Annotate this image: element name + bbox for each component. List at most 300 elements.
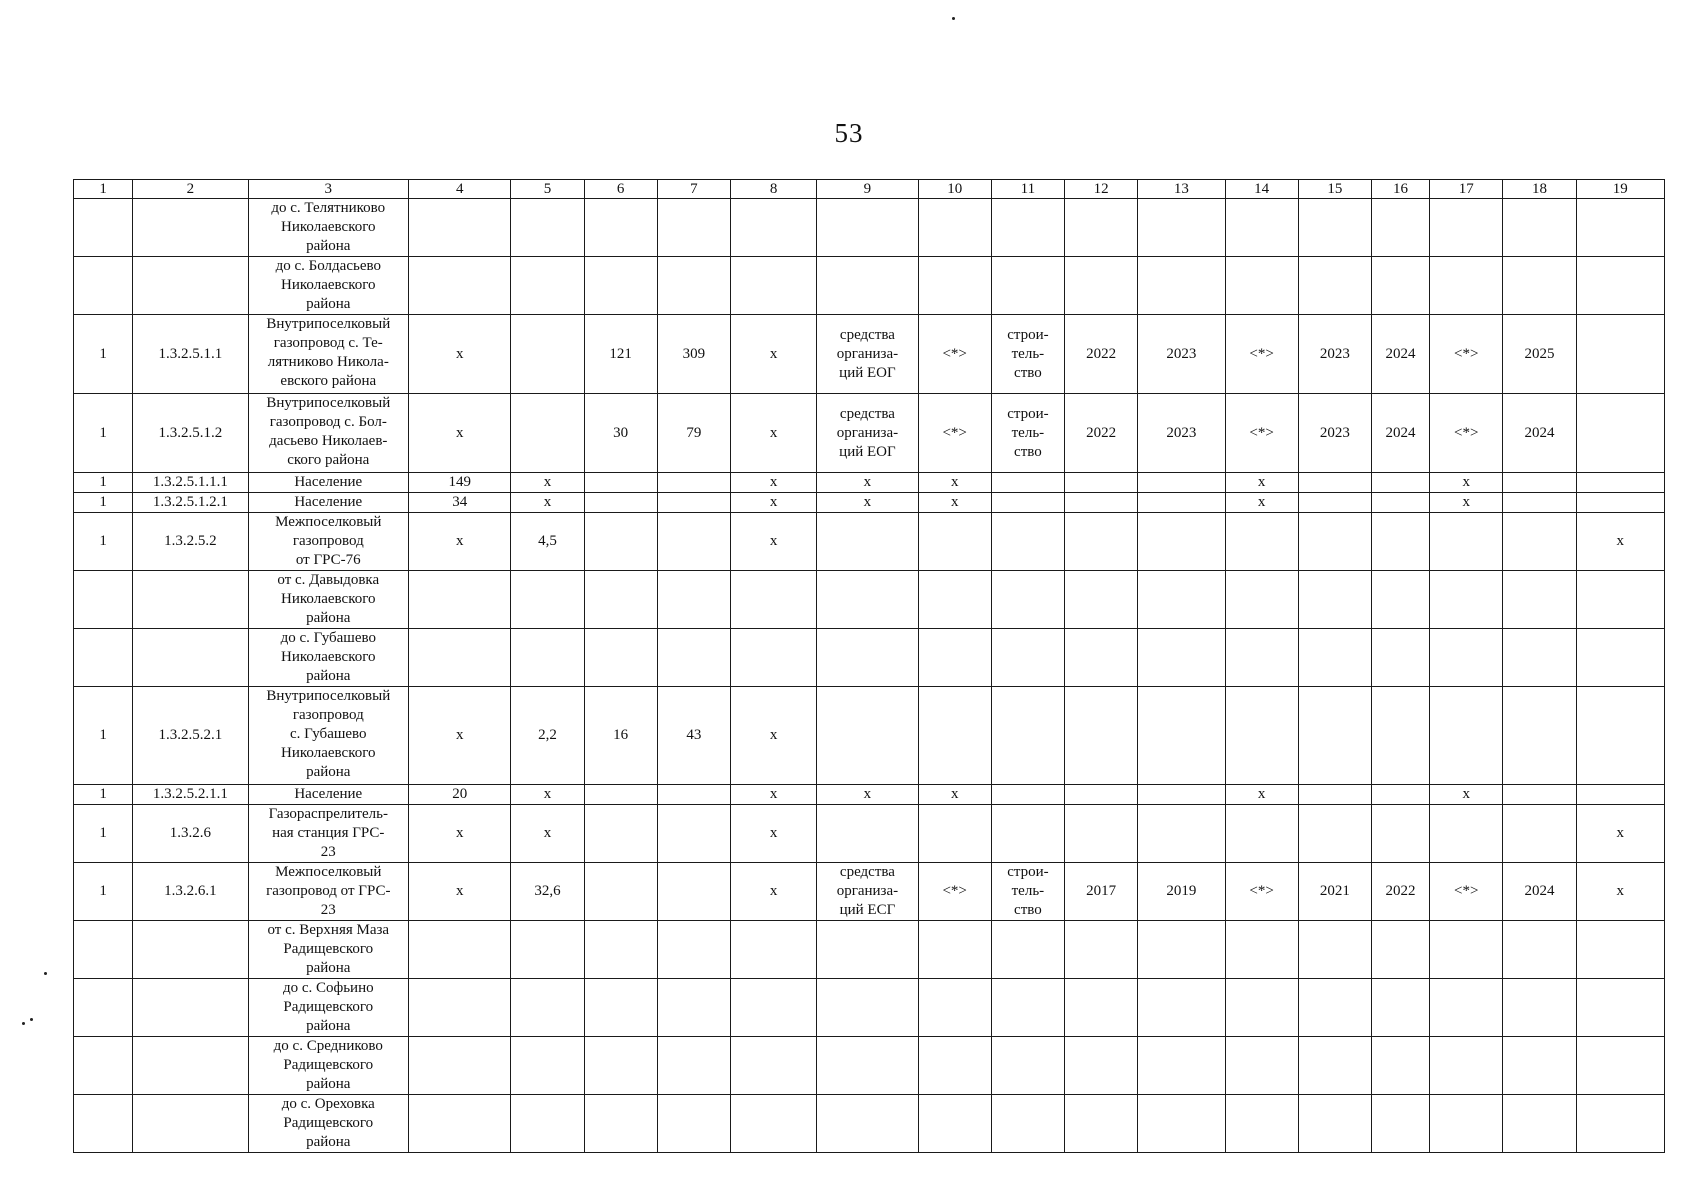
table-cell: [584, 473, 657, 493]
table-cell: от с. Давыдовка Николаевского района: [248, 571, 409, 629]
table-cell: 32,6: [511, 863, 584, 921]
page-number: 53: [834, 118, 864, 148]
table-cell: 2021: [1298, 863, 1371, 921]
table-cell: 2024: [1503, 394, 1576, 473]
table-cell: 1.3.2.5.1.2.1: [133, 493, 248, 513]
table-cell: 1.3.2.5.1.1: [133, 315, 248, 394]
table-cell: [1371, 785, 1429, 805]
table-cell: [1065, 785, 1138, 805]
table-cell: [918, 805, 991, 863]
table-cell: 34: [409, 493, 511, 513]
table-cell: [1225, 199, 1298, 257]
table-row: [74, 785, 1665, 805]
column-header-15: 15: [1298, 180, 1371, 199]
table-cell: [1138, 1095, 1225, 1153]
table-cell: от с. Верхняя Маза Радищевского района: [248, 921, 409, 979]
table-cell: 2022: [1065, 315, 1138, 394]
table-cell: [1503, 1095, 1576, 1153]
column-header-19: 19: [1576, 180, 1664, 199]
table-cell: [409, 1095, 511, 1153]
table-row: [74, 979, 1665, 1037]
table-cell: х: [918, 473, 991, 493]
table-cell: х: [1430, 473, 1503, 493]
table-cell: х: [817, 493, 918, 513]
table-cell: 2022: [1065, 394, 1138, 473]
table-cell: [817, 257, 918, 315]
table-cell: 1: [74, 785, 133, 805]
table-cell: [918, 513, 991, 571]
table-cell: 1: [74, 863, 133, 921]
column-header-9: 9: [817, 180, 918, 199]
table-row: [74, 687, 1665, 785]
table-cell: [1298, 571, 1371, 629]
table-cell: [1065, 473, 1138, 493]
table-cell: <*>: [918, 315, 991, 394]
column-header-16: 16: [1371, 180, 1429, 199]
table-cell: х: [918, 785, 991, 805]
table-cell: [991, 571, 1064, 629]
table-cell: [584, 1095, 657, 1153]
table-cell: Население: [248, 785, 409, 805]
table-cell: [918, 257, 991, 315]
table-cell: [817, 513, 918, 571]
table-cell: до с. Телятниково Николаевского района: [248, 199, 409, 257]
table-cell: [133, 1037, 248, 1095]
table-cell: [918, 979, 991, 1037]
table-cell: [1430, 257, 1503, 315]
table-cell: 2023: [1298, 394, 1371, 473]
table-cell: Внутрипоселковый газопровод с. Те- лятниково Никола- евского района: [248, 315, 409, 394]
column-header-3: 3: [248, 180, 409, 199]
table-cell: 1: [74, 805, 133, 863]
table-cell: [1576, 199, 1664, 257]
table-cell: [1138, 473, 1225, 493]
table-cell: [1576, 1037, 1664, 1095]
table-cell: [991, 493, 1064, 513]
table-cell: [1298, 629, 1371, 687]
table-cell: [511, 571, 584, 629]
table-cell: х: [731, 473, 817, 493]
table-cell: [657, 785, 730, 805]
table-cell: [991, 629, 1064, 687]
table-cell: [1065, 805, 1138, 863]
table-cell: [1225, 1037, 1298, 1095]
table-cell: 1: [74, 493, 133, 513]
table-cell: <*>: [1225, 394, 1298, 473]
table-cell: [657, 257, 730, 315]
table-cell: [731, 199, 817, 257]
table-cell: х: [1576, 805, 1664, 863]
column-header-1: 1: [74, 180, 133, 199]
table-cell: [918, 921, 991, 979]
table-cell: х: [1430, 785, 1503, 805]
column-header-4: 4: [409, 180, 511, 199]
table-cell: [74, 571, 133, 629]
table-cell: [1065, 1095, 1138, 1153]
table-cell: [409, 257, 511, 315]
table-cell: [1503, 473, 1576, 493]
table-cell: [1371, 979, 1429, 1037]
table-cell: [409, 571, 511, 629]
table-row: [74, 315, 1665, 394]
table-cell: [133, 629, 248, 687]
table-row: [74, 493, 1665, 513]
table-cell: [1430, 921, 1503, 979]
table-cell: [991, 199, 1064, 257]
scan-speck: [22, 1022, 25, 1025]
table-cell: [1138, 805, 1225, 863]
table-cell: [731, 1095, 817, 1153]
table-cell: [1225, 921, 1298, 979]
table-cell: [918, 571, 991, 629]
table-cell: [1065, 979, 1138, 1037]
scan-speck: [44, 972, 47, 975]
table-cell: [511, 629, 584, 687]
column-header-10: 10: [918, 180, 991, 199]
table-cell: [511, 921, 584, 979]
table-cell: [1065, 921, 1138, 979]
table-cell: [991, 1037, 1064, 1095]
table-cell: [657, 571, 730, 629]
table-cell: [1576, 979, 1664, 1037]
table-cell: [1430, 687, 1503, 785]
table-cell: [133, 1095, 248, 1153]
table-cell: [133, 257, 248, 315]
table-cell: [817, 1037, 918, 1095]
column-header-8: 8: [731, 180, 817, 199]
table-cell: [511, 1037, 584, 1095]
table-cell: [511, 315, 584, 394]
table-cell: [1138, 785, 1225, 805]
table-cell: [1371, 1095, 1429, 1153]
table-cell: [1138, 979, 1225, 1037]
table-cell: [991, 1095, 1064, 1153]
table-cell: [409, 1037, 511, 1095]
table-cell: [657, 1037, 730, 1095]
scan-speck: [952, 17, 955, 20]
table-cell: [409, 979, 511, 1037]
table-cell: [1371, 257, 1429, 315]
table-cell: 1.3.2.5.2.1: [133, 687, 248, 785]
table-cell: х: [731, 805, 817, 863]
table-header: [74, 180, 1665, 199]
table-cell: [1298, 513, 1371, 571]
table-cell: [991, 805, 1064, 863]
table-cell: [1576, 315, 1664, 394]
table-cell: [1298, 979, 1371, 1037]
table-cell: [918, 199, 991, 257]
table-cell: 2,2: [511, 687, 584, 785]
column-header-11: 11: [991, 180, 1064, 199]
table-cell: [1138, 921, 1225, 979]
table-cell: [74, 257, 133, 315]
table-cell: [657, 921, 730, 979]
table-cell: [584, 921, 657, 979]
table-cell: 30: [584, 394, 657, 473]
column-header-6: 6: [584, 180, 657, 199]
table-cell: [584, 629, 657, 687]
table-cell: [133, 199, 248, 257]
column-header-17: 17: [1430, 180, 1503, 199]
table-cell: 2024: [1371, 394, 1429, 473]
table-cell: [1371, 805, 1429, 863]
table-cell: [1138, 257, 1225, 315]
table-cell: [1503, 921, 1576, 979]
table-cell: [1430, 513, 1503, 571]
table-row: [74, 1095, 1665, 1153]
table-cell: х: [511, 805, 584, 863]
table-row: [74, 1037, 1665, 1095]
table-cell: 2023: [1298, 315, 1371, 394]
table-cell: [1503, 1037, 1576, 1095]
column-header-2: 2: [133, 180, 248, 199]
table-cell: [1225, 571, 1298, 629]
table-cell: [1503, 513, 1576, 571]
table-cell: [1138, 1037, 1225, 1095]
table-cell: [74, 199, 133, 257]
table-cell: [1371, 687, 1429, 785]
table-cell: [991, 921, 1064, 979]
table-cell: <*>: [1225, 863, 1298, 921]
table-cell: [1576, 1095, 1664, 1153]
table-cell: х: [409, 687, 511, 785]
table-cell: х: [817, 785, 918, 805]
table-cell: [1503, 805, 1576, 863]
table-cell: [1138, 199, 1225, 257]
table-cell: [133, 921, 248, 979]
table-cell: [1503, 257, 1576, 315]
table-cell: [584, 785, 657, 805]
table-cell: 2017: [1065, 863, 1138, 921]
table-cell: [1298, 921, 1371, 979]
table-cell: 1.3.2.5.1.2: [133, 394, 248, 473]
table-cell: [1371, 571, 1429, 629]
table-cell: 16: [584, 687, 657, 785]
table-cell: [1576, 571, 1664, 629]
table-cell: х: [918, 493, 991, 513]
table-cell: 1: [74, 687, 133, 785]
table-cell: 79: [657, 394, 730, 473]
column-header-13: 13: [1138, 180, 1225, 199]
table-cell: 1.3.2.5.2: [133, 513, 248, 571]
table-cell: [1503, 629, 1576, 687]
column-number-row: [74, 180, 1665, 199]
column-header-18: 18: [1503, 180, 1576, 199]
table-cell: средства организа- ций ЕСГ: [817, 863, 918, 921]
table-cell: [511, 257, 584, 315]
table-cell: [1298, 785, 1371, 805]
table-cell: до с. Ореховка Радищевского района: [248, 1095, 409, 1153]
table-cell: [1138, 571, 1225, 629]
table-cell: 2019: [1138, 863, 1225, 921]
table-cell: [409, 199, 511, 257]
table-cell: 2025: [1503, 315, 1576, 394]
table-row: [74, 473, 1665, 493]
table-cell: х: [409, 315, 511, 394]
table-cell: 2023: [1138, 315, 1225, 394]
table-cell: [657, 473, 730, 493]
table-cell: [1138, 513, 1225, 571]
table-cell: [657, 863, 730, 921]
table-cell: <*>: [1430, 394, 1503, 473]
table-cell: [584, 257, 657, 315]
table-cell: х: [731, 785, 817, 805]
table-cell: средства организа- ций ЕОГ: [817, 394, 918, 473]
table-cell: [1576, 687, 1664, 785]
table-cell: [1503, 571, 1576, 629]
table-cell: [1225, 687, 1298, 785]
column-header-7: 7: [657, 180, 730, 199]
table-cell: [731, 257, 817, 315]
table-cell: [918, 629, 991, 687]
table-cell: [1298, 493, 1371, 513]
table-cell: [1430, 1037, 1503, 1095]
table-cell: [1225, 629, 1298, 687]
table-cell: до с. Софьино Радищевского района: [248, 979, 409, 1037]
table-cell: <*>: [1430, 315, 1503, 394]
table-cell: 1: [74, 315, 133, 394]
table-cell: х: [511, 493, 584, 513]
column-header-12: 12: [1065, 180, 1138, 199]
table-cell: [731, 629, 817, 687]
table-cell: [731, 571, 817, 629]
table-cell: [584, 513, 657, 571]
table-cell: [1576, 257, 1664, 315]
table-cell: 1.3.2.6: [133, 805, 248, 863]
table-row: [74, 921, 1665, 979]
table-cell: Население: [248, 493, 409, 513]
table-cell: 2023: [1138, 394, 1225, 473]
table-cell: [817, 199, 918, 257]
table-cell: [1065, 1037, 1138, 1095]
table-cell: [817, 921, 918, 979]
table-cell: [991, 785, 1064, 805]
table-cell: [1371, 1037, 1429, 1095]
table-cell: [817, 805, 918, 863]
table-cell: [584, 863, 657, 921]
table-cell: [1065, 199, 1138, 257]
table-cell: [731, 1037, 817, 1095]
table-cell: [74, 921, 133, 979]
table-cell: [1430, 629, 1503, 687]
table-cell: [1138, 629, 1225, 687]
table-cell: [584, 493, 657, 513]
table-cell: <*>: [1430, 863, 1503, 921]
table-cell: Внутрипоселковый газопровод с. Губашево Николаевского района: [248, 687, 409, 785]
table-cell: [991, 473, 1064, 493]
table-cell: [584, 199, 657, 257]
table-cell: 1: [74, 513, 133, 571]
table-cell: [74, 1037, 133, 1095]
table-cell: х: [409, 513, 511, 571]
table-cell: [1065, 571, 1138, 629]
table-cell: [817, 1095, 918, 1153]
scan-speck: [30, 1018, 33, 1021]
table-cell: [817, 571, 918, 629]
table-cell: [991, 513, 1064, 571]
table-cell: [1298, 473, 1371, 493]
table-cell: [1225, 805, 1298, 863]
table-cell: [1138, 493, 1225, 513]
table-row: [74, 394, 1665, 473]
table-cell: [1430, 979, 1503, 1037]
table-cell: х: [409, 394, 511, 473]
table-cell: х: [1225, 493, 1298, 513]
table-cell: [1138, 687, 1225, 785]
table-cell: [133, 979, 248, 1037]
table-cell: [1576, 785, 1664, 805]
table-cell: [1225, 1095, 1298, 1153]
table-cell: [991, 257, 1064, 315]
table-cell: х: [731, 687, 817, 785]
table-cell: х: [1576, 863, 1664, 921]
table-cell: [1576, 473, 1664, 493]
table-cell: [1065, 629, 1138, 687]
table-row: [74, 199, 1665, 257]
table-cell: [511, 1095, 584, 1153]
table-cell: 43: [657, 687, 730, 785]
table-row: [74, 257, 1665, 315]
table-cell: [584, 979, 657, 1037]
table-cell: [1065, 687, 1138, 785]
table-cell: до с. Болдасьево Николаевского района: [248, 257, 409, 315]
table-cell: [991, 687, 1064, 785]
table-cell: 1: [74, 473, 133, 493]
table-cell: [657, 493, 730, 513]
table-cell: [1371, 921, 1429, 979]
table-cell: [1576, 629, 1664, 687]
document-table: [73, 179, 1665, 1153]
table-cell: [74, 1095, 133, 1153]
table-cell: строи- тель- ство: [991, 315, 1064, 394]
table-cell: [1576, 394, 1664, 473]
table-cell: [1298, 257, 1371, 315]
table-cell: 121: [584, 315, 657, 394]
table-cell: Межпоселковый газопровод от ГРС-76: [248, 513, 409, 571]
table-cell: [731, 979, 817, 1037]
table-cell: [817, 629, 918, 687]
table-cell: х: [731, 394, 817, 473]
table-cell: [511, 394, 584, 473]
table-cell: х: [731, 513, 817, 571]
table-cell: [657, 1095, 730, 1153]
table-cell: х: [817, 473, 918, 493]
table-cell: х: [1225, 785, 1298, 805]
table-cell: [1503, 493, 1576, 513]
table-cell: [1503, 979, 1576, 1037]
table-cell: х: [409, 863, 511, 921]
table-cell: 2022: [1371, 863, 1429, 921]
table-cell: средства организа- ций ЕОГ: [817, 315, 918, 394]
table-cell: 309: [657, 315, 730, 394]
table-cell: [1225, 979, 1298, 1037]
table-cell: [409, 921, 511, 979]
table-cell: 2024: [1371, 315, 1429, 394]
table-cell: [1065, 257, 1138, 315]
table-cell: [1430, 805, 1503, 863]
table-cell: [817, 979, 918, 1037]
table-row: [74, 571, 1665, 629]
table-cell: [1065, 493, 1138, 513]
table-cell: [918, 687, 991, 785]
table-row: [74, 805, 1665, 863]
table-cell: [1298, 1037, 1371, 1095]
table-cell: [1298, 805, 1371, 863]
table-cell: х: [409, 805, 511, 863]
table-cell: х: [511, 785, 584, 805]
table-cell: 20: [409, 785, 511, 805]
table-cell: [1371, 473, 1429, 493]
